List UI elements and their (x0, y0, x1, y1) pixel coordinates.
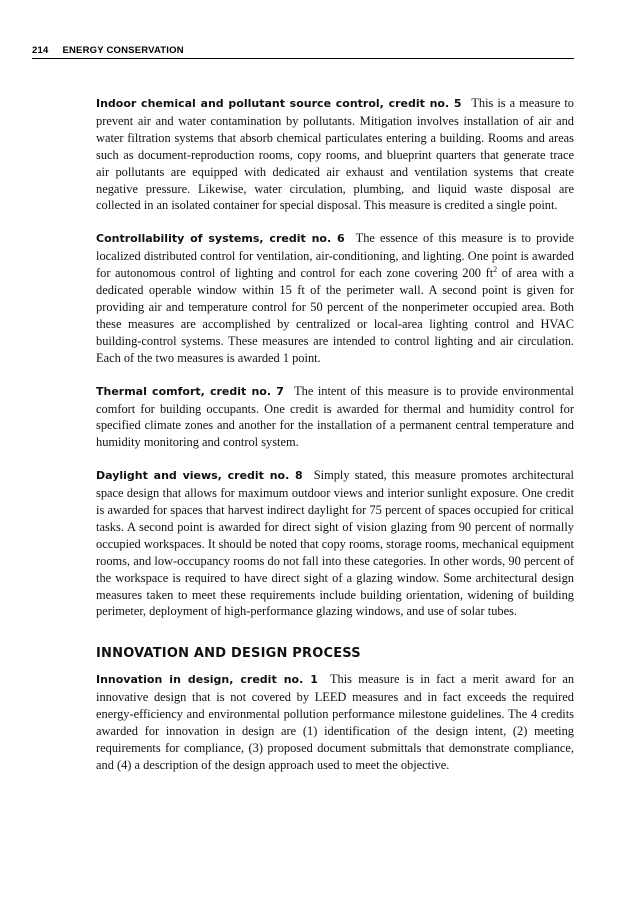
paragraph-credit-6 (96, 230, 574, 366)
run-in-heading: Controllability of systems, credit no. 6 (96, 232, 345, 246)
paragraph-text: Simply stated, this measure promotes architectural space design that allows for maximum outdoor views and interior sunlight exposure. One credit is awarded for spaces that harvest indirect daylight for 75 percent of spaces occupied for critical tasks. A second point is awarded for direct sight of vision glazing from 90 percent of normally occupied workspaces. It should be noted that copy rooms, storage rooms, mechanical equipment rooms, and low-occupancy rooms do not fall into these categories. In other words, 90 percent of the workspace is required to have direct sight of a glazing window. Some architectural design measures taken to meet these requirements include building orientation, widening of building perimeter, deployment of high-performance glazing windows, and use of solar tubes. (96, 468, 574, 619)
section-title: INNOVATION AND DESIGN PROCESS (96, 646, 361, 662)
page-header (32, 45, 574, 59)
paragraph-credit-8 (96, 467, 574, 620)
paragraph-text: This measure is in fact a merit award for an innovative design that is not covered by LEED measures and in fact exceeds the required energy-efficiency and environmental pollution performance milestone guidelines. The 4 credits awarded for innovation in design are (1) identification of the design intent, (2) meeting requirements for compliance, (3) proposed document submittals that demonstrate compliance, and (4) a description of the design approach used to meet the objective. (96, 672, 575, 772)
page-number: 214 (32, 45, 49, 56)
paragraph-text: The intent of this measure is to provide environmental comfort for building occupants. One credit is awarded for thermal and humidity control for specified climate zones and another for the installation of a permanent central temperature and humidity monitoring and control system. (96, 383, 575, 450)
paragraph-text: This is a measure to prevent air and water contamination by pollutants. Mitigation involves installation of air and water filtration systems that absorb chemical particulates entering a building. Rooms and areas such as document-reproduction rooms, copy rooms, and blueprint quarters that generate trace air pollutants are equipped with dedicated air exhaust and ventilation systems that create negative pressure. Likewise, water circulation, plumbing, and liquid waste disposal are collected in an isolated container for special disposal. This measure is credited a single point. (96, 96, 575, 213)
page-body (96, 95, 574, 790)
paragraph-credit-5 (96, 95, 574, 214)
run-in-heading: Innovation in design, credit no. 1 (96, 673, 318, 687)
paragraph-text: The essence of this measure is to provide localized distributed control for ventilation, air-conditioning, and lighting. One point is awarded for autonomous control of lighting and control for each zone covering 200 ft (96, 231, 574, 281)
paragraph-credit-7 (96, 383, 574, 452)
running-title: ENERGY CONSERVATION (62, 45, 184, 56)
paragraph-innovation-1 (96, 671, 574, 773)
run-in-heading: Indoor chemical and pollutant source control, credit no. 5 (96, 97, 462, 110)
paragraph-text: of area with a dedicated operable window within 15 ft of the perimeter wall. A second point is given for providing air and temperature control for 50 percent of the nonperimeter occupied area. Both these measures are accomplished by centralized or local-area lighting control and HVAC building-control systems. These measures are intended to control lighting and air circulation. Each of the two measures is awarded 1 point. (96, 266, 574, 365)
run-in-heading: Thermal comfort, credit no. 7 (96, 384, 284, 398)
run-in-heading: Daylight and views, credit no. 8 (96, 469, 303, 483)
superscript: 2 (493, 265, 498, 275)
